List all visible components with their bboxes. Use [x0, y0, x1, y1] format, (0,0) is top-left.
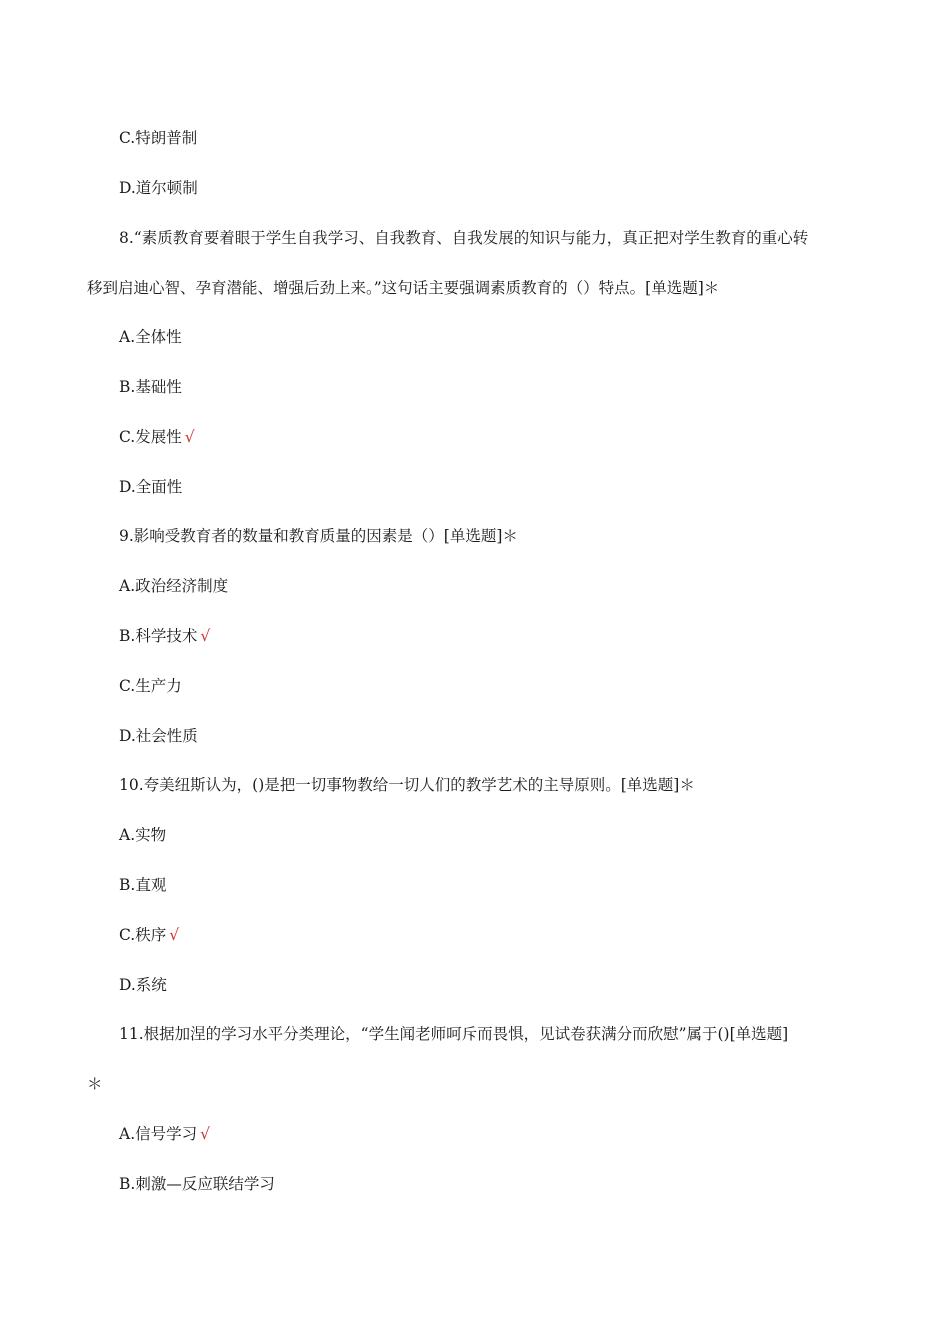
option-text: A.政治经济制度 [119, 577, 229, 595]
option-text: C.特朗普制 [119, 129, 198, 147]
option-item [119, 875, 166, 895]
option-text: B.刺激—反应联结学习 [119, 1175, 275, 1193]
question-8-line-2: 移到启迪心智、孕育潜能、增强后劲上来。”这句话主要强调素质教育的（）特点。[单选题]＊ [87, 279, 720, 297]
check-mark-icon: √ [200, 1125, 211, 1143]
option-item [119, 925, 179, 945]
option-text: B.科学技术 [119, 627, 198, 645]
option-item [119, 726, 198, 746]
question-9-line-1: 9.影响受教育者的数量和教育质量的因素是（）[单选题]＊ [119, 527, 518, 545]
option-text: D.系统 [119, 976, 167, 994]
option-item [119, 1174, 275, 1194]
option-text: B.基础性 [119, 378, 182, 396]
option-text: A.信号学习 [119, 1125, 198, 1143]
question-8-line-1: 8.“素质教育要着眼于学生自我学习、自我教育、自我发展的知识与能力，真正把对学生教育的重心转 [119, 229, 809, 247]
question-10-line-1: 10.夸美纽斯认为，()是把一切事物教给一切人们的教学艺术的主导原则。[单选题]＊ [119, 776, 695, 794]
option-item [119, 676, 182, 696]
option-text: C.秩序 [119, 926, 167, 944]
option-item [119, 128, 197, 148]
option-text: D.全面性 [119, 478, 183, 496]
option-item [119, 477, 182, 497]
question-11-line-1: 11.根据加涅的学习水平分类理论，“学生闻老师呵斥而畏惧，见试卷获满分而欣慰”属于()[单选题] [119, 1025, 789, 1043]
option-text: D.道尔顿制 [119, 179, 198, 197]
option-item [119, 626, 210, 646]
option-item [119, 178, 198, 198]
option-text: C.生产力 [119, 677, 182, 695]
check-mark-icon: √ [200, 627, 211, 645]
option-text: A.实物 [119, 826, 167, 844]
option-item [119, 327, 182, 347]
option-text: C.发展性 [119, 428, 182, 446]
question-11-line-2: ＊ [87, 1075, 103, 1093]
option-item [119, 975, 167, 995]
option-item [119, 825, 166, 845]
option-item [119, 427, 195, 447]
option-item [119, 1124, 210, 1144]
option-text: A.全体性 [119, 328, 182, 346]
option-text: B.直观 [119, 876, 167, 894]
option-text: D.社会性质 [119, 727, 198, 745]
check-mark-icon: √ [169, 926, 180, 944]
check-mark-icon: √ [184, 428, 195, 446]
option-item [119, 576, 228, 596]
option-item [119, 377, 182, 397]
